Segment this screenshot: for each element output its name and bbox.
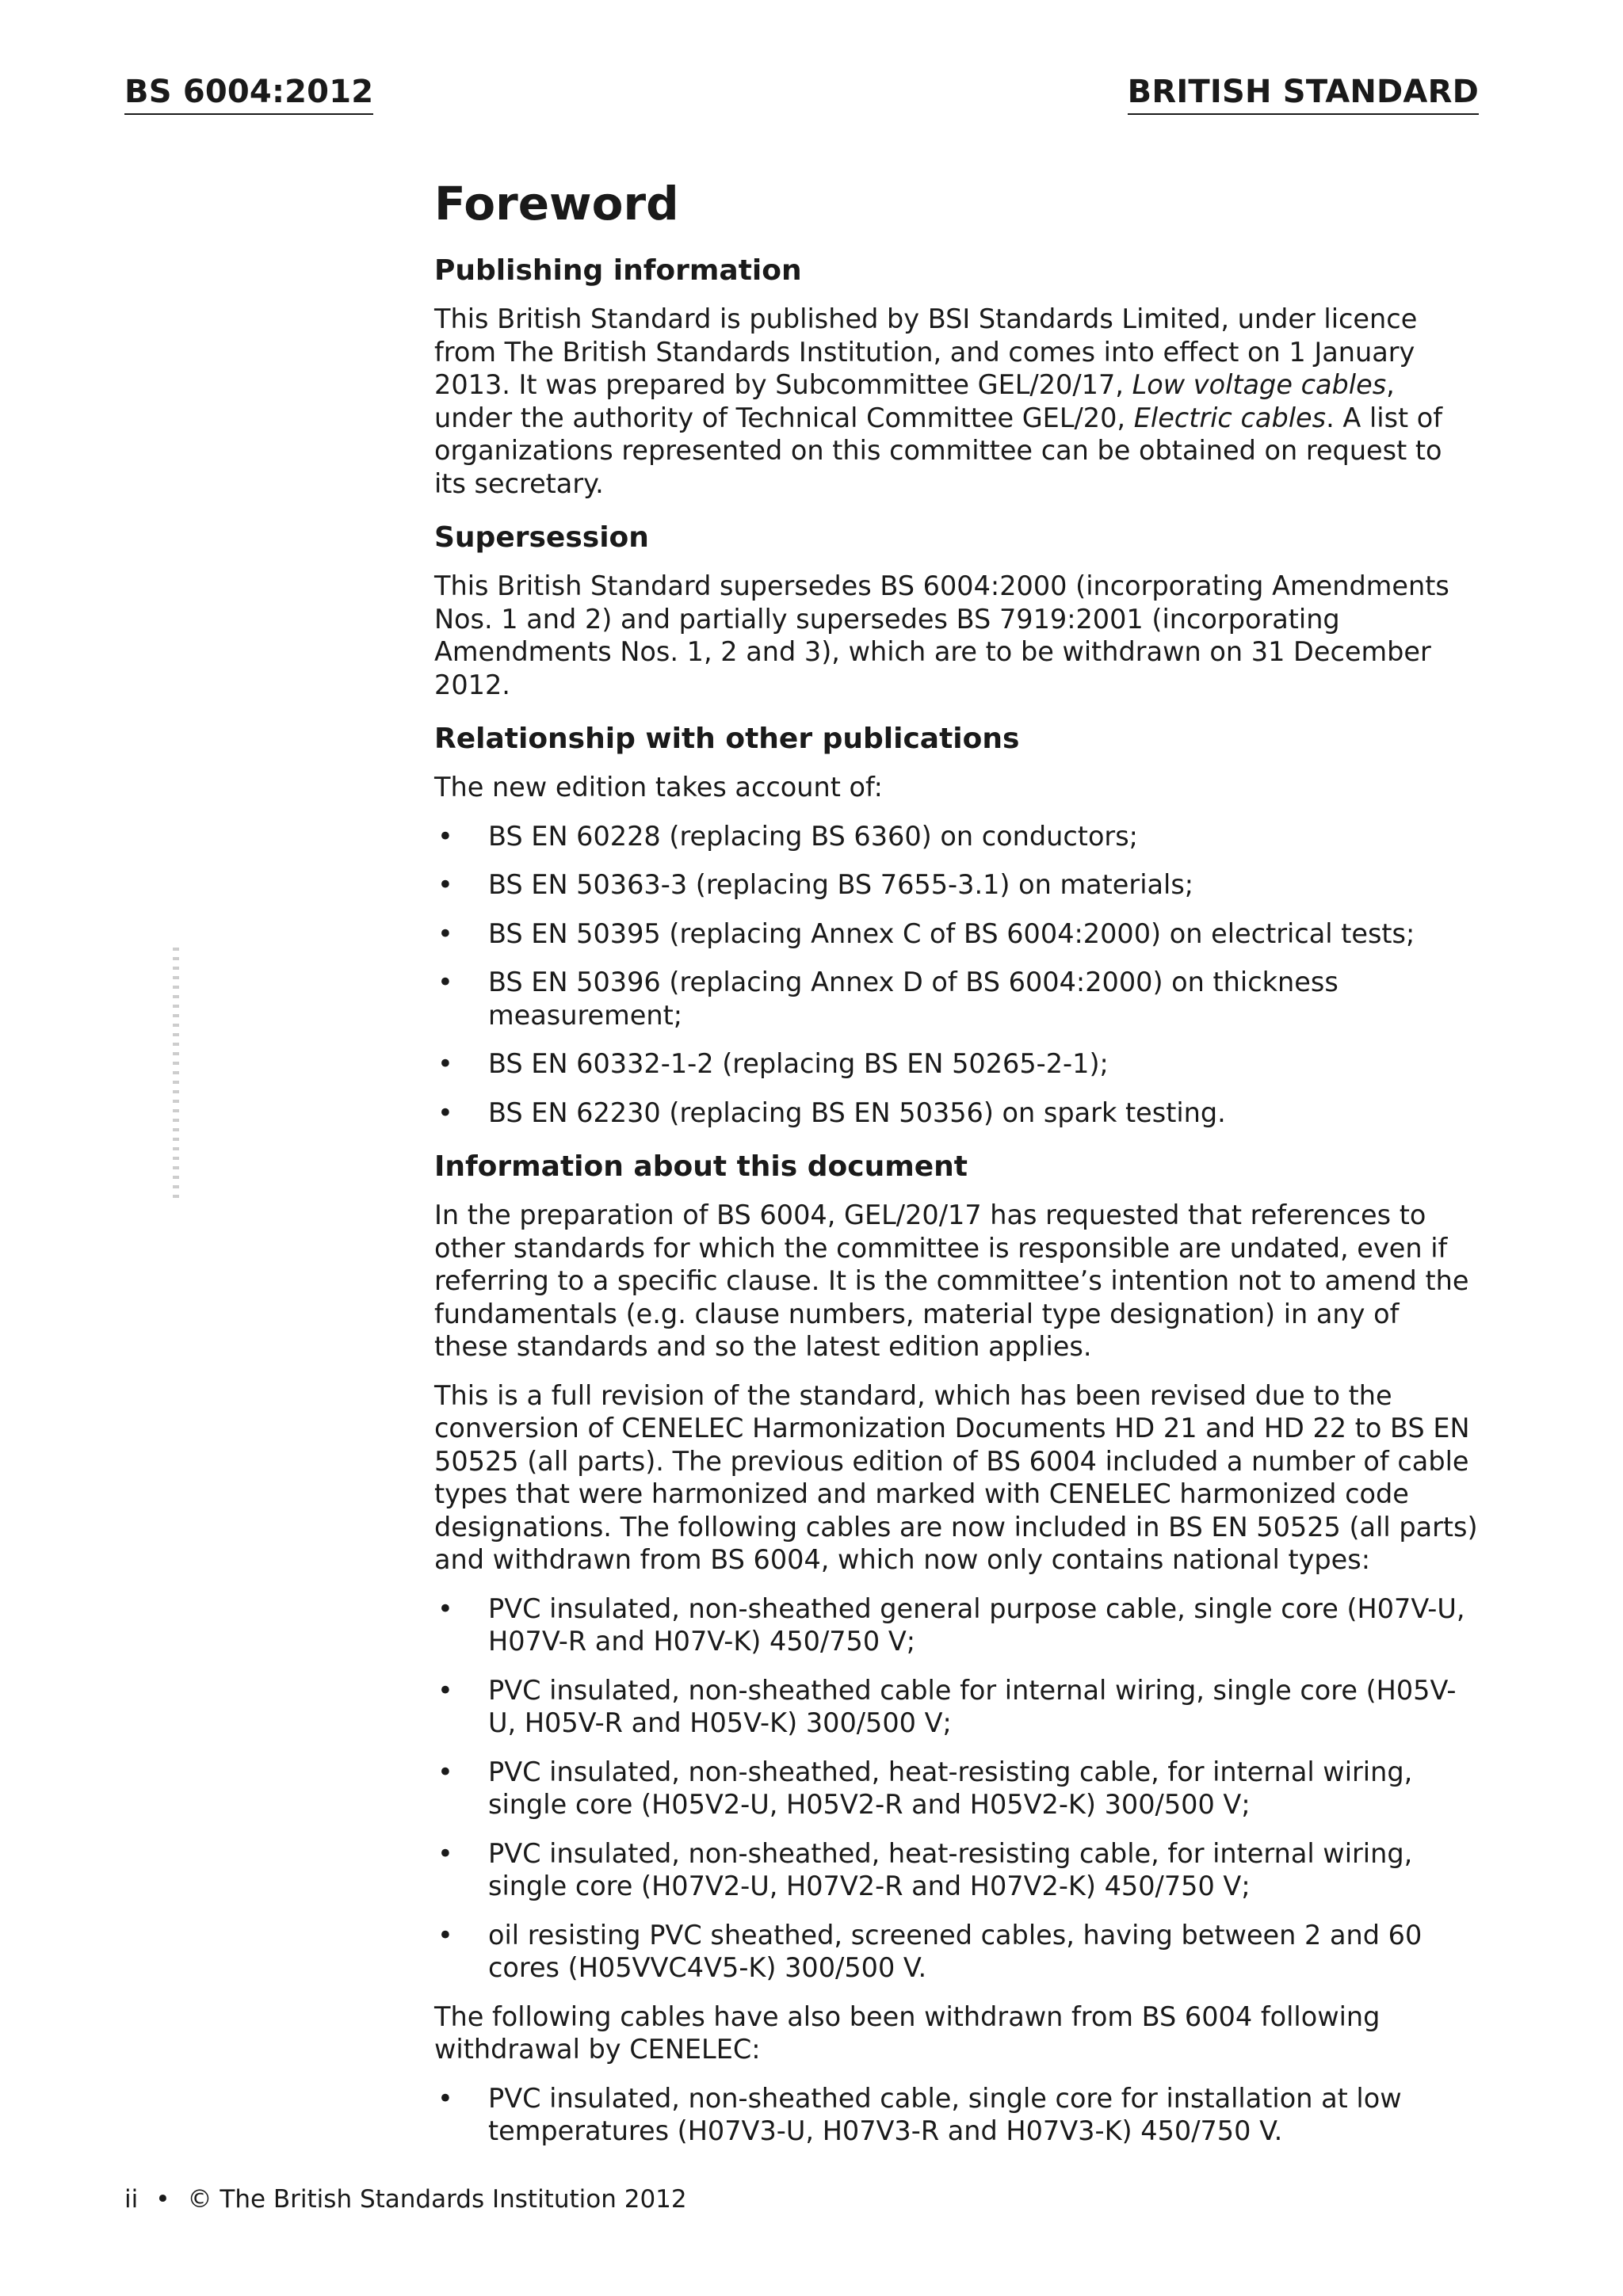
bullet-icon: • <box>437 1592 453 1624</box>
information-paragraph-1: In the preparation of BS 6004, GEL/20/17 has requested that references to other standards for which the committee is responsible are undated, even if referring to a specific clause. It is the committee’s intention not to amend the fundamentals (e.g. clause numbers, material type designation) in any of these standards and so the latest edition applies. <box>434 1199 1469 1362</box>
relationship-list <box>434 820 1479 1130</box>
foreword-content <box>434 176 1479 2168</box>
list-item: • PVC insulated, non-sheathed cable, single core for installation at low temperatures (H07V3-U, H07V3-R and H07V3-K) 450/750 V. <box>437 2082 1402 2146</box>
relationship-heading: Relationship with other publications <box>434 723 1020 755</box>
list-item: • oil resisting PVC sheathed, screened cables, having between 2 and 60 cores (H05VVC4V5-K) 300/500 V. <box>437 1919 1423 1983</box>
list-item: • BS EN 60332-1-2 (replacing BS EN 50265-2-1); <box>437 1048 1109 1079</box>
information-paragraph-3: The following cables have also been withdrawn from BS 6004 following withdrawal by CENELEC: <box>434 2000 1381 2065</box>
bullet-icon: • <box>437 820 453 852</box>
supersession-heading: Supersession <box>434 521 649 554</box>
page-title: Foreword <box>434 177 679 231</box>
supersession-paragraph: This British Standard supersedes BS 6004:2000 (incorporating Amendments Nos. 1 and 2) and partially supersedes BS 7919:2001 (incorporating Amendments Nos. 1, 2 and 3), which are to be withdrawn on 31 December 2012. <box>434 570 1449 700</box>
bullet-icon: • <box>437 2082 453 2114</box>
information-section <box>434 1150 1479 2148</box>
list-item: • PVC insulated, non-sheathed, heat-resisting cable, for internal wiring, single core (H07V2-U, H07V2-R and H07V2-K) 450/750 V; <box>437 1837 1413 1901</box>
cenelec-withdrawn-list <box>434 2082 1479 2148</box>
list-item: • BS EN 60228 (replacing BS 6360) on conductors; <box>437 820 1138 852</box>
publishing-text-3: . A list of organizations represented on this committee can be obtained on request to its secretary. <box>434 402 1443 499</box>
relationship-intro: The new edition takes account of: <box>434 772 883 803</box>
bullet-icon: • <box>437 1919 453 1951</box>
relationship-section <box>434 722 1479 1129</box>
list-item: • PVC insulated, non-sheathed general purpose cable, single core (H07V-U, H07V-R and H07V-K) 450/750 V; <box>437 1592 1465 1657</box>
list-item: • PVC insulated, non-sheathed, heat-resisting cable, for internal wiring, single core (H05V2-U, H05V2-R and H05V2-K) 300/500 V; <box>437 1756 1413 1820</box>
publishing-text-1: This British Standard is published by BSI Standards Limited, under licence from The British Standards Institution, and comes into effect on 1 January 2013. It was prepared by Subcommittee GEL/20/17, <box>434 303 1418 400</box>
information-heading: Information about this document <box>434 1150 968 1183</box>
bullet-icon: • <box>437 869 453 900</box>
header-document-id: BS 6004:2012 <box>124 73 373 115</box>
page-number: ii <box>124 2185 139 2214</box>
publishing-paragraph <box>434 303 1479 500</box>
list-item: • BS EN 62230 (replacing BS EN 50356) on spark testing. <box>437 1097 1226 1128</box>
bullet-icon: • <box>437 1837 453 1869</box>
information-paragraph-2: This is a full revision of the standard, which has been revised due to the conversion of CENELEC Harmonization Documents HD 21 and HD 22 to BS EN 50525 (all parts). The previous edition of BS 6004 included a number of cable types that were harmonized and marked with CENELEC harmonized code designations. The following cables are now included in BS EN 50525 (all parts) and withdrawn from BS 6004, which now only contains national types: <box>434 1379 1478 1575</box>
page-footer <box>124 2183 687 2215</box>
publishing-text-2: , under the authority of Technical Committee GEL/20, <box>434 369 1395 433</box>
supersession-section <box>434 521 1479 701</box>
copyright-notice: © The British Standards Institution 2012 <box>187 2185 687 2214</box>
list-item: • BS EN 50396 (replacing Annex D of BS 6004:2000) on thickness measurement; <box>437 967 1338 1031</box>
list-item: • BS EN 50395 (replacing Annex C of BS 6004:2000) on electrical tests; <box>437 917 1415 949</box>
publishing-heading: Publishing information <box>434 254 802 287</box>
bullet-icon: • <box>437 1048 453 1079</box>
footer-bullet: • <box>155 2185 170 2214</box>
bullet-icon: • <box>437 1674 453 1706</box>
bullet-icon: • <box>437 917 453 949</box>
list-item: • PVC insulated, non-sheathed cable for internal wiring, single core (H05V-U, H05V-R and H05V-K) 300/500 V; <box>437 1674 1457 1738</box>
list-item: • BS EN 50363-3 (replacing BS 7655-3.1) on materials; <box>437 869 1194 900</box>
publishing-section <box>434 254 1479 500</box>
header-publisher: BRITISH STANDARD <box>1128 73 1479 115</box>
bullet-icon: • <box>437 967 453 997</box>
bullet-icon: • <box>437 1756 453 1787</box>
margin-marker <box>173 948 179 1198</box>
bullet-icon: • <box>437 1097 453 1128</box>
withdrawn-cables-list <box>434 1592 1479 1985</box>
publishing-committee-title: Electric cables <box>1133 402 1327 433</box>
publishing-subcommittee-title: Low voltage cables <box>1132 369 1387 400</box>
